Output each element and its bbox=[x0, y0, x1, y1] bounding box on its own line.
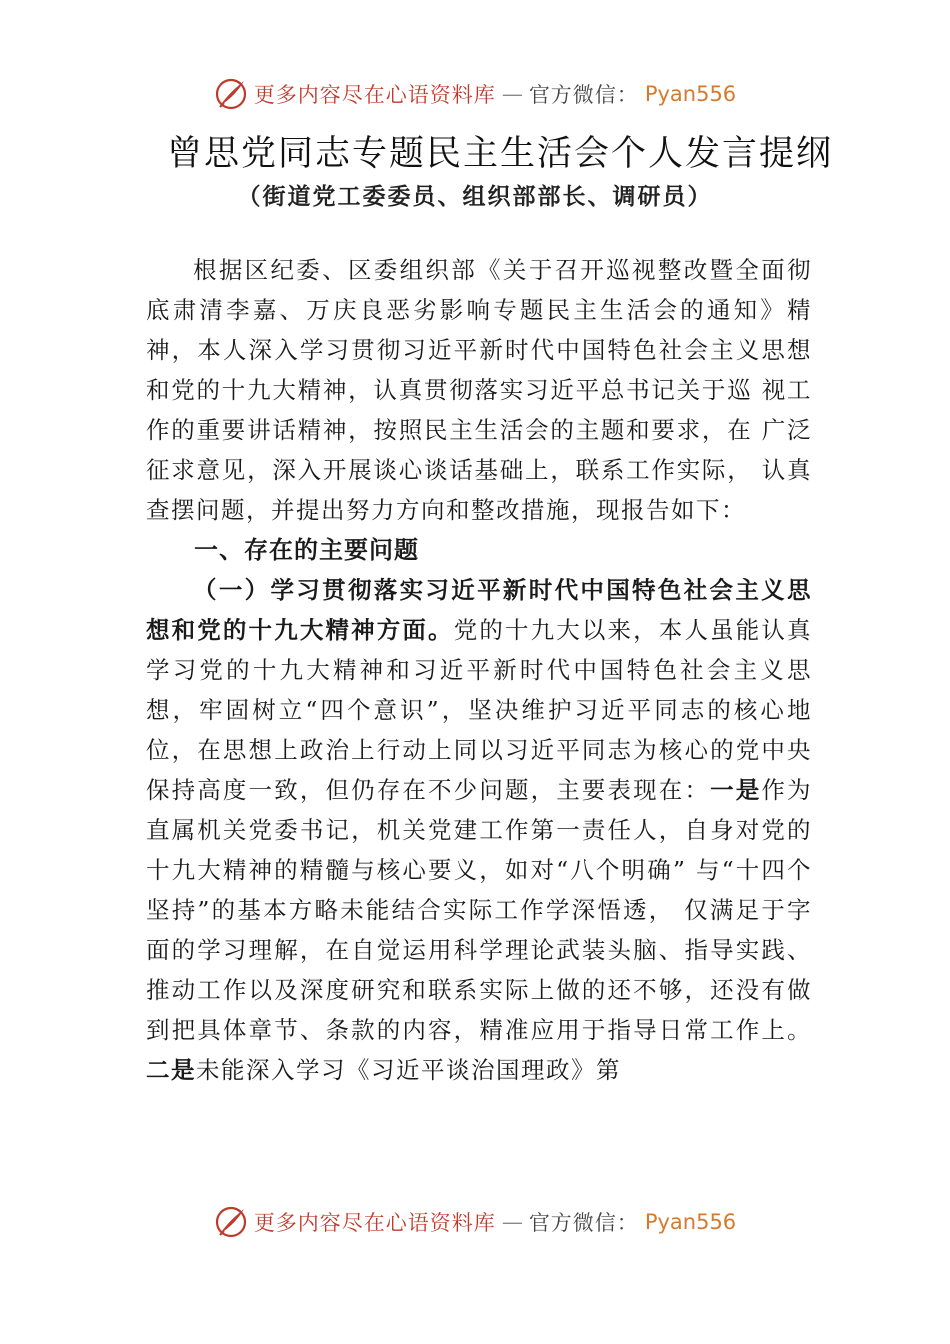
subsection-paragraph-1 bbox=[146, 570, 812, 1090]
intro-paragraph: 根据区纪委、区委组织部《关于召开巡视整改暨全面彻底肃清李嘉、万庆良恶劣影响专题民主生活会的通知》精神，本人深入学习贯彻习近平新时代中国特色社会主义思想和党的十九大精神，认真贯彻落实习近平总书记关于巡 视工作的重要讲话精神，按照民主生活会的主题和要求，在 广泛征求意见，深入开展谈心谈话基础上，联系工作实际， 认真查摆问题，并提出努力方向和整改措施，现报告如下： bbox=[146, 256, 812, 524]
section-heading-1: 一、存在的主要问题 bbox=[194, 536, 419, 564]
document-body bbox=[146, 250, 812, 1090]
point-1-label: 一是 bbox=[710, 776, 762, 804]
banner-separator: — bbox=[501, 1210, 523, 1234]
subsection-heading-1: （一）学习贯彻落实习近平新时代中国特色社会主义思想和党的十九大精神方面。 bbox=[146, 576, 812, 644]
banner-wechat-label: 官方微信： bbox=[528, 1211, 639, 1235]
document-subtitle: （街道党工委委员、组织部部长、调研员） bbox=[237, 183, 713, 210]
banner-main-text: 更多内容尽在心语资料库 bbox=[253, 83, 496, 107]
quill-logo-icon bbox=[214, 1205, 248, 1239]
footer-watermark-banner bbox=[0, 1202, 950, 1242]
point-2-label: 二是 bbox=[146, 1056, 196, 1084]
quill-logo-icon bbox=[214, 77, 248, 111]
banner-wechat-label: 官方微信： bbox=[528, 83, 639, 107]
point-2-text: 未能深入学习《习近平谈治国理政》第 bbox=[196, 1056, 621, 1084]
banner-main-text: 更多内容尽在心语资料库 bbox=[253, 1211, 496, 1235]
banner-wechat-id: Pyan556 bbox=[644, 1210, 737, 1234]
point-1-text: 作为直属机关党委书记，机关党建工作第一责任人，自身对党的十九大精神的精髓与核心要义，如对“八个明确” 与“十四个坚持”的基本方略未能结合实际工作学深悟透， 仅满足于字面的学习理解，在自觉运用科学理论武装头脑、指导实践、推动工作以及深度研究和联系实际上做的还不够，还没有做到把具体章节、条款的内容，精准应用于指导日常工作上。 bbox=[146, 776, 813, 1044]
subsection-text-a: 党的十九大以来，本人虽能认真学习党的十九大精神和习近平新时代中国特色社会主义思想，牢固树立“四个意识”，坚决维护习近平同志的核心地位，在思想上政治上行动上同以习近平同志为核心的党中央保持高度一致，但仍存在不少问题，主要表现在： bbox=[146, 616, 813, 804]
header-watermark-banner bbox=[0, 74, 950, 114]
banner-wechat-id: Pyan556 bbox=[644, 82, 737, 106]
document-title: 曾思党同志专题民主生活会个人发言提纲 bbox=[166, 134, 833, 174]
banner-separator: — bbox=[501, 82, 523, 106]
